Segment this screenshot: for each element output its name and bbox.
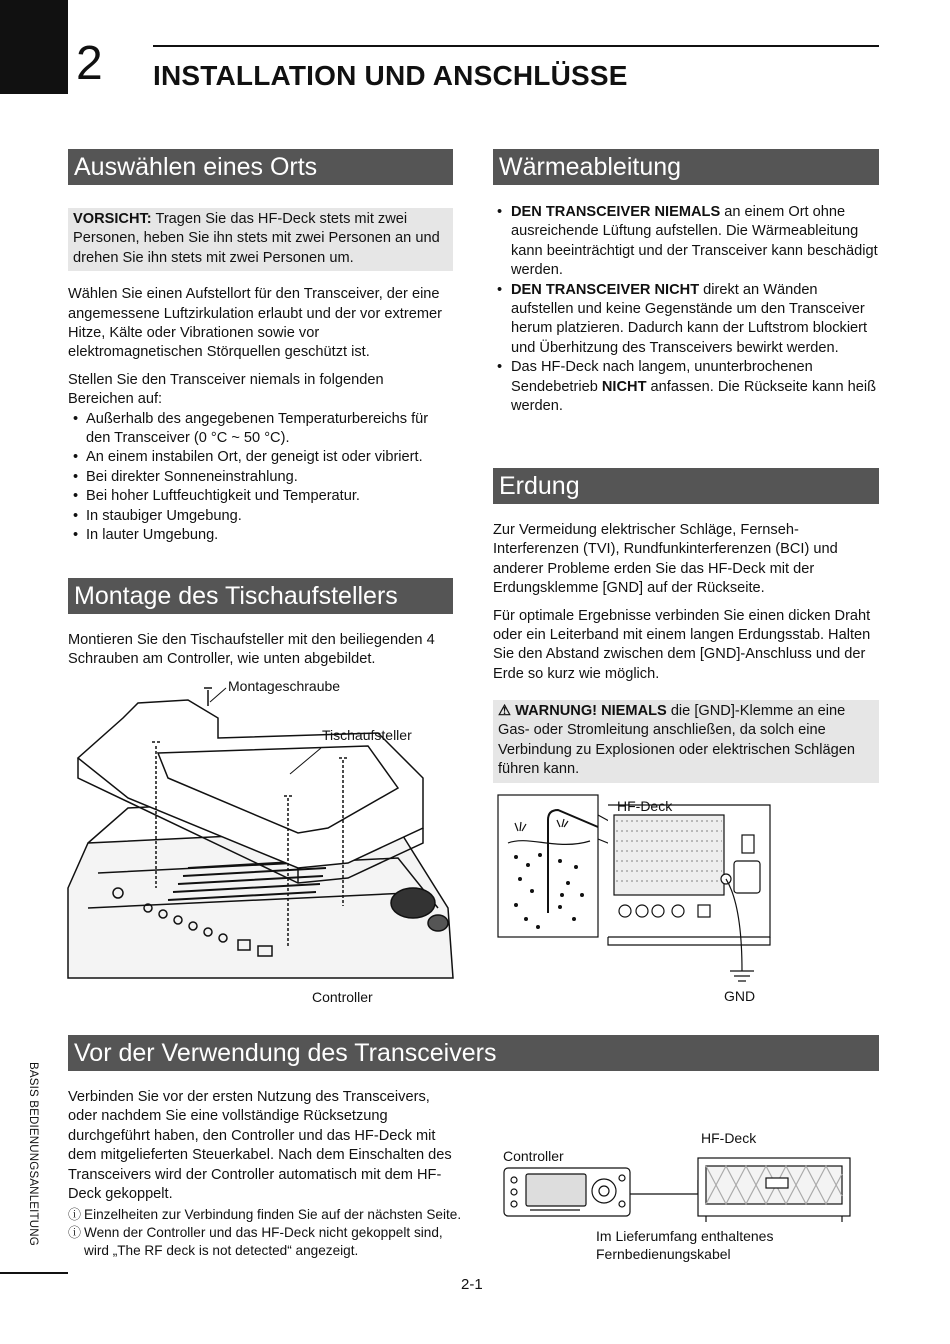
caution-label: VORSICHT: [73,211,152,227]
location-paragraph-1: Wählen Sie einen Aufstellort für den Transceiver, der eine angemessene Luftzirkulation erlaubt und der vor extremer Hitze, Kälte oder Vibrationen sowie vor elektromagnetischen Störquellen geschützt ist. [68,286,442,361]
heat-bullet-3-text-a: Das HF-Deck nach langem, ununterbrochenen Sendebetrieb [511,359,813,395]
list-item: • Außerhalb des angegebenen Temperaturbereichs für den Transceiver (0 °C ~ 50 °C). [68,410,453,449]
warning-label: WARNUNG! NIEMALS [515,703,667,719]
header-rule [153,45,879,47]
section-heading-location: Auswählen eines Orts [68,149,453,185]
location-section [68,208,453,546]
list-item [493,203,883,281]
heat-bullet-1-text: an einem Ort ohne ausreichende Lüftung aufstellen. Die Wärmeableitung kann beeinträchtigt und der Transceiver kann beschädigt werden. [511,204,878,279]
heat-bullet-2-bold: DEN TRANSCEIVER NICHT [511,281,700,298]
heat-bullet-2-text: direkt an Wänden aufstellen und keine Gegenstände um den Transceiver herum platzieren. Dadurch kann der Luftstrom blockiert und Überhitzung des Transceivers bewirkt werden. [511,281,868,356]
ground-paragraph-2: Für optimale Ergebnisse verbinden Sie einen dicken Draht oder ein Leiterband mit einem langen Erdungsstab. Halten Sie den Abstand zwischen dem [GND]-Anschluss und der Erde so kurz wie möglich. [493,607,871,682]
list-item: • Bei hoher Luftfeuchtigkeit und Temperatur. [68,487,453,506]
list-item: • In staubiger Umgebung. [68,507,453,526]
label-controller: Controller [312,989,373,1005]
side-rule [0,1272,68,1274]
label-mounting-screw: Montageschraube [228,678,341,694]
location-paragraph-2: Stellen Sie den Transceiver niemals in folgenden Bereichen auf: [68,371,384,408]
list-item: • An einem instabilen Ort, der geneigt ist oder vibriert. [68,448,453,467]
label-hf-deck-2: HF-Deck [701,1130,757,1146]
ground-paragraph-1: Zur Vermeidung elektrischer Schläge, Fernseh-Interferenzen (TVI), Rundfunkinterferenzen (BCI) und anderer Probleme erden Sie das HF-Deck mit der Erdungsklemme [GND] auf der Rückseite. [493,522,838,597]
list-item [493,281,883,359]
heat-section [493,203,883,416]
section-heading-before-use: Vor der Verwendung des Transceivers [68,1035,879,1071]
before-use-paragraph: Verbinden Sie vor der ersten Nutzung des Transceivers, oder nachdem Sie eine vollständige Rücksetzung durchgeführt haben, den Controller und das HF-Deck mit dem mitgelieferten Steuerkabel. Nach dem Einschalten des Transceivers wird der Controller automatisch mit dem HF-Deck gekoppelt. [68,1089,452,1203]
heat-bullet-3-bold: NICHT [601,378,647,395]
label-cable: Im Lieferumfang enthaltenes Fernbedienungskabel [596,1228,774,1262]
list-item: • In lauter Umgebung. [68,526,453,545]
list-item: • Bei direkter Sonneneinstrahlung. [68,468,453,487]
info-list [68,1206,463,1260]
caution-box [68,208,453,271]
connection-illustration [500,1158,860,1228]
warning-text: die [GND]-Klemme an eine Gas- oder Stromleitung anschließen, da solch eine Verbindung zu Explosionen oder elektrischen Schlägen führen kann. [498,703,855,778]
before-use-section [68,1088,463,1260]
stand-mounting-illustration [68,678,458,983]
list-item: ⓘ Wenn der Controller und das HF-Deck nicht gekoppelt sind, wird „The RF deck is not detected“ angezeigt. [68,1224,463,1260]
label-hf-deck: HF-Deck [617,798,673,814]
caution-text: Tragen Sie das HF-Deck stets mit zwei Personen, heben Sie ihn stets mit zwei Personen an und drehen Sie ihn stets mit zwei Personen um. [73,211,440,266]
section-heading-stand: Montage des Tischaufstellers [68,578,453,614]
chapter-number: 2 [76,37,103,90]
heat-bullet-1-bold: DEN TRANSCEIVER NIEMALS [511,204,721,220]
warning-icon: ⚠ [498,703,512,719]
section-heading-heat: Wärmeableitung [493,149,879,185]
section-heading-ground: Erdung [493,468,879,504]
heat-bullet-list [493,203,883,416]
side-manual-label: BASIS BEDIENUNGSANLEITUNG [27,1062,39,1246]
stand-paragraph: Montieren Sie den Tischaufsteller mit den beiliegenden 4 Schrauben am Controller, wie unten abgebildet. [68,632,435,668]
list-item [493,358,883,416]
location-bullet-list [68,410,453,546]
page-number: 2-1 [461,1276,483,1293]
chapter-tab [0,0,68,94]
ground-section [493,521,883,692]
label-controller-2: Controller [503,1148,564,1164]
list-item: ⓘ Einzelheiten zur Verbindung finden Sie auf der nächsten Seite. [68,1206,463,1224]
label-gnd: GND [724,988,756,1004]
ground-illustration [498,795,878,995]
chapter-title: INSTALLATION UND ANSCHLÜSSE [153,60,628,91]
label-stand: Tischaufsteller [322,727,412,743]
heat-bullet-3-text-b: anfassen. Die Rückseite kann heiß werden. [511,378,877,415]
warning-box [493,700,879,783]
